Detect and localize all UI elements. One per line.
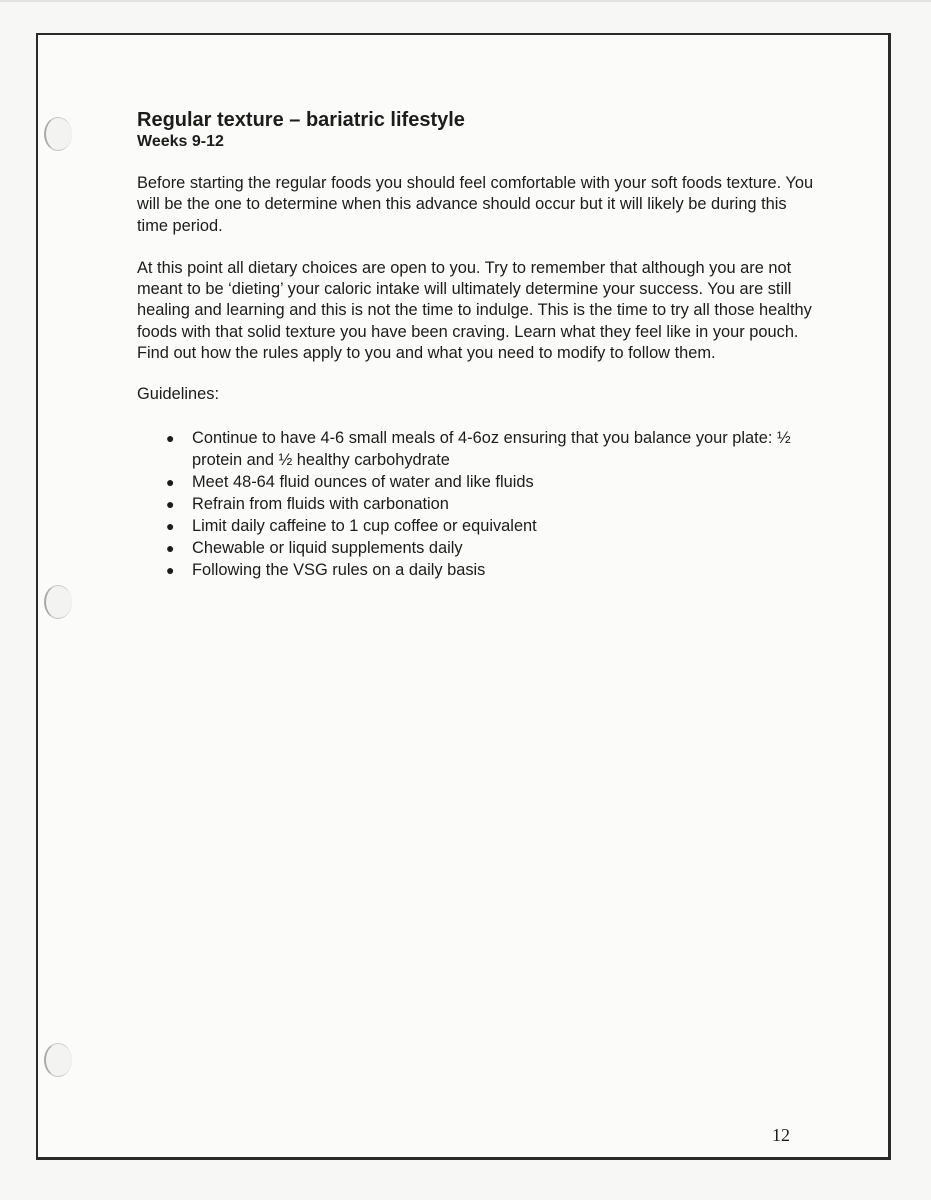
intro-paragraph: Before starting the regular foods you should feel comfortable with your soft foods texture. You will be the one to determine when this advance should occur but it will likely be during this time period. xyxy=(137,174,814,235)
bullet-icon: ● xyxy=(166,429,175,446)
guideline-text: Limit daily caffeine to 1 cup coffee or equivalent xyxy=(192,516,537,535)
guideline-item xyxy=(137,559,817,581)
guideline-text: Refrain from fluids with carbonation xyxy=(192,494,449,513)
guideline-text: Following the VSG rules on a daily basis xyxy=(192,560,486,579)
guideline-text: Meet 48-64 fluid ounces of water and like fluids xyxy=(192,472,534,491)
binder-hole-middle xyxy=(44,585,72,619)
bullet-icon: ● xyxy=(166,561,175,578)
binder-hole-bottom xyxy=(44,1043,72,1077)
bullet-icon: ● xyxy=(166,517,175,534)
guideline-item xyxy=(137,471,817,493)
guideline-text: Chewable or liquid supplements daily xyxy=(192,538,463,557)
dietary-choices-paragraph: At this point all dietary choices are open to you. Try to remember that although you are not meant to be ‘dieting’ your caloric intake will ultimately determine your success. You are still healing and learning and this is not the time to indulge. This is the time to try all those healthy foods with that solid texture you have been craving. Learn what they feel like in your pouch. Find out how the rules apply to you and what you need to modify to follow them. xyxy=(137,258,812,363)
page-number: 12 xyxy=(772,1125,790,1145)
guideline-text: Continue to have 4-6 small meals of 4-6oz ensuring that you balance your plate: ½ protein and ½ healthy carbohydrate xyxy=(192,428,791,469)
document-body xyxy=(137,108,817,581)
page-top-edge xyxy=(0,0,931,2)
bullet-icon: ● xyxy=(166,539,175,556)
guidelines-heading: Guidelines: xyxy=(137,385,220,404)
binder-hole-top xyxy=(44,117,72,151)
guidelines-list xyxy=(137,427,817,581)
document-title: Regular texture – bariatric lifestyle xyxy=(137,109,465,131)
guideline-item xyxy=(137,427,817,471)
bullet-icon: ● xyxy=(166,495,175,512)
bullet-icon: ● xyxy=(166,473,175,490)
guideline-item xyxy=(137,537,817,559)
document-subtitle: Weeks 9-12 xyxy=(137,133,224,150)
guideline-item xyxy=(137,493,817,515)
guideline-item xyxy=(137,515,817,537)
